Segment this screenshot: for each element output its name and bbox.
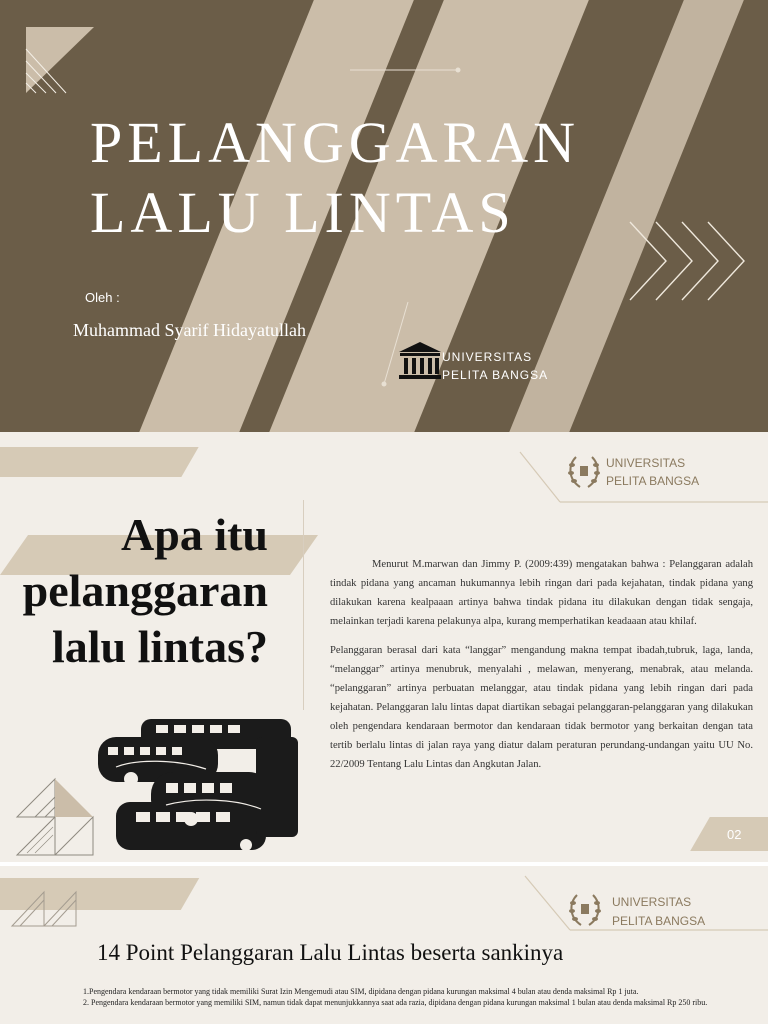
university-line-1: UNIVERSITAS xyxy=(612,895,692,909)
points-list xyxy=(83,986,753,1008)
university-laurel-icon xyxy=(566,453,602,493)
title-line-2: LALU LINTAS xyxy=(90,180,516,245)
university-line-1: UNIVERSITAS xyxy=(606,456,686,470)
definition-paragraph-2: Pelanggaran berasal dari kata “langgar” mengandung makna tempat ibadah,tubruk, laga, landa, “melanggar” artinya menubruk, menyalahi , melawan, menyerang, menabrak, atau melanda. “pelanggaran” artinya perbuatan melanggar, atau tindak pidana yang lebih ringan dari pada kejahatan. Pelanggaran lalu lintas dapat diartikan sebagai pelanggaran-pelanggaran yang dilakukan oleh pengendara kendaraan bermotor dan kendaraan tidak bermotor yang berkaitan dengan tata tertib berlalu lintas di jalan raya yang diatur dalam peraturan perundang-undangan yaitu UU No. 22/2009 Tentang Lalu Lintas dan Angkutan Jalan. xyxy=(330,645,753,770)
point-item: 1.Pengendara kendaraan bermotor yang tidak memiliki Surat Izin Mengemudi atau SIM, dipidana dengan pidana kurungan maksimal 4 bulan atau denda maksimal Rp 1 juta. xyxy=(83,987,639,996)
title-line-1: PELANGGARAN xyxy=(90,110,580,175)
author-name: Muhammad Syarif Hidayatullah xyxy=(73,320,306,340)
by-label: Oleh : xyxy=(85,290,120,305)
heading-line-3: lalu lintas? xyxy=(51,621,268,672)
decorative-band xyxy=(0,447,199,477)
points-heading: 14 Point Pelanggaran Lalu Lintas beserta sankinya xyxy=(97,940,564,965)
decorative-line xyxy=(350,66,462,74)
university-line-1: UNIVERSITAS xyxy=(442,350,533,364)
points-slide xyxy=(0,866,768,1024)
university-name xyxy=(612,893,705,931)
university-line-2: PELITA BANGSA xyxy=(442,368,549,382)
university-laurel-icon xyxy=(567,891,603,931)
chevrons-ornament xyxy=(626,220,750,304)
university-name xyxy=(606,454,699,490)
definition-text xyxy=(330,555,753,784)
section-heading xyxy=(23,507,268,675)
heading-line-2: pelanggaran xyxy=(22,565,268,616)
triangle-ornament-small xyxy=(10,878,80,928)
university-name xyxy=(442,348,548,384)
triangle-ornament xyxy=(15,777,95,857)
traffic-jam-illustration xyxy=(96,717,301,852)
point-item: 2. Pengendara kendaraan bermotor yang memiliki SIM, namun tidak dapat menunjukkannya saat ada razia, dipidana dengan pidana kurungan maksimal 1 bulan atau denda maksimal Rp 250 ribu. xyxy=(83,998,708,1007)
university-line-2: PELITA BANGSA xyxy=(606,474,700,488)
university-line-2: PELITA BANGSA xyxy=(612,914,706,928)
page-number: 02 xyxy=(727,827,742,842)
vertical-divider xyxy=(303,500,304,710)
definition-paragraph-1: Menurut M.marwan dan Jimmy P. (2009:439) mengatakan bahwa : Pelanggaran adalah tindak pidana yang ancaman hukumannya lebih ringan dari pada kejahatan, tindak pidana yang dilakukan karena kealpaaan artinya bahwa tindak pidana itu dilakukan dengan tidak sengaja, melainkan terjadi karena pelakunya alpa, kurang memperhatikan keadaaan atau khilaf. xyxy=(330,559,753,627)
heading-line-1: Apa itu xyxy=(121,509,268,560)
presentation-title xyxy=(90,108,580,248)
definition-slide xyxy=(0,432,768,862)
title-slide xyxy=(0,0,768,432)
corner-triangle-ornament xyxy=(26,27,96,95)
university-building-icon xyxy=(398,340,442,382)
